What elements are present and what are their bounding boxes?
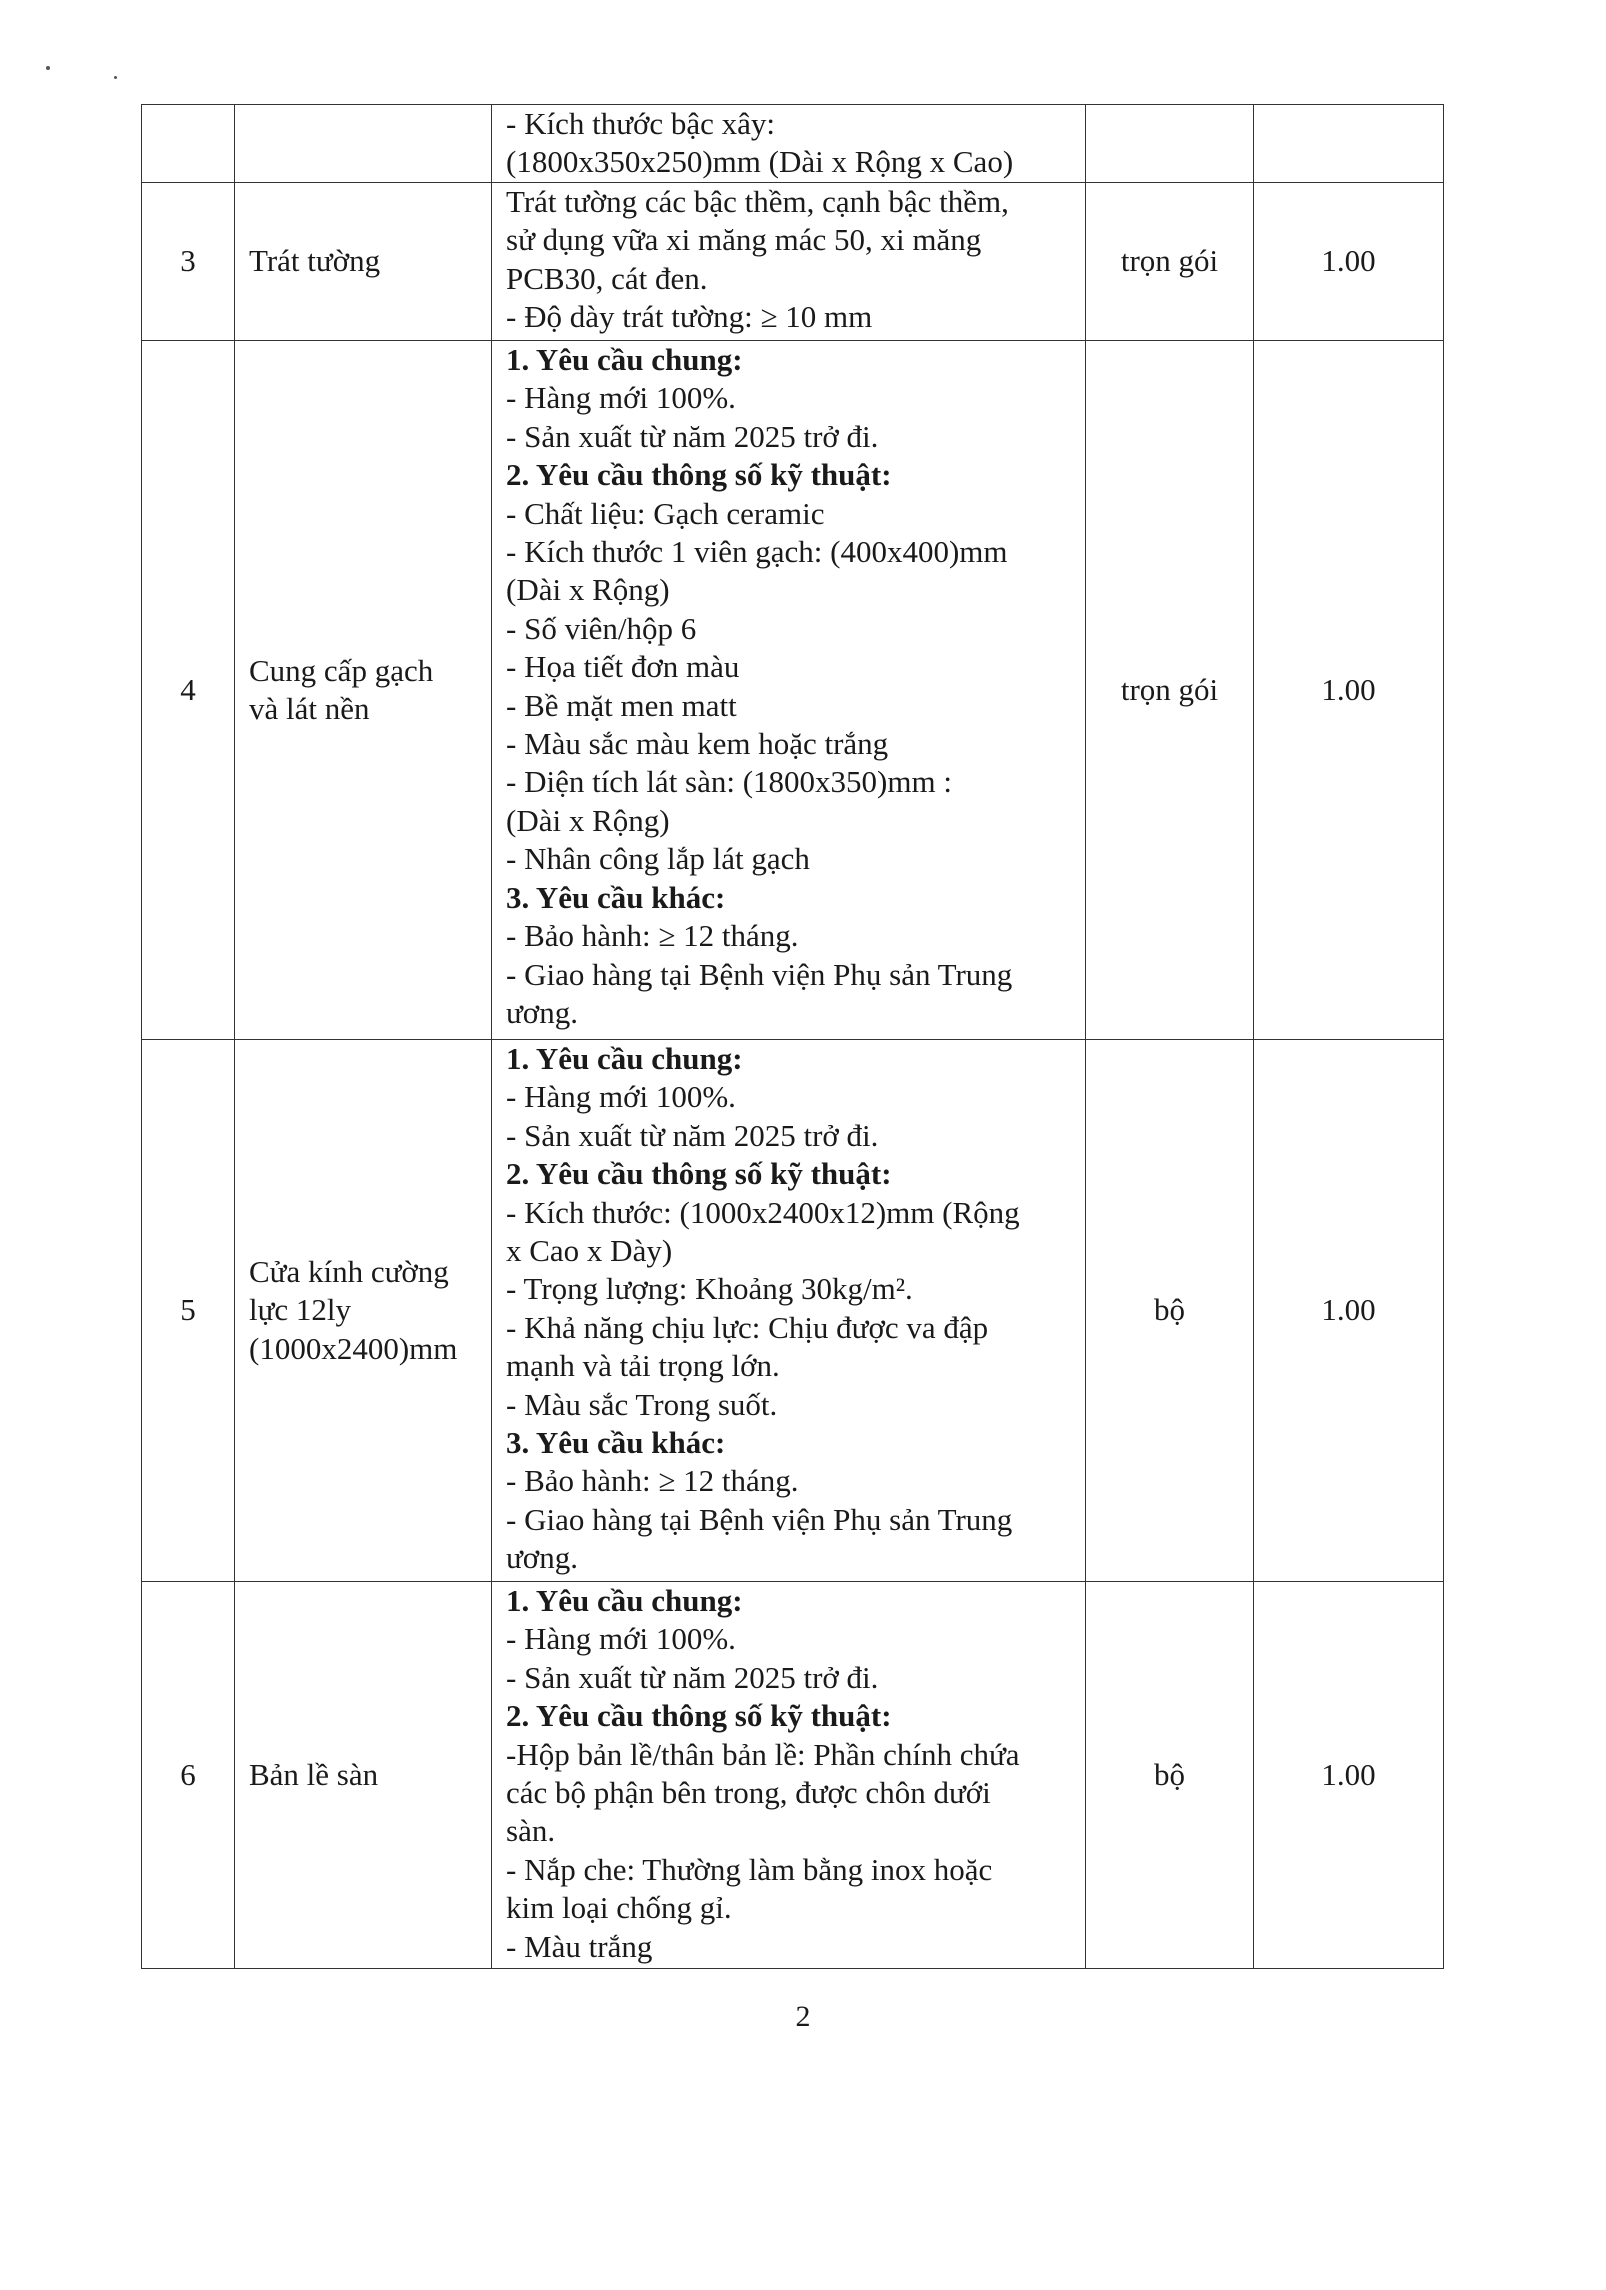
description-heading: 3. Yêu cầu khác: [506,1425,726,1461]
table-row [142,105,1444,183]
description-line: - Sản xuất từ năm 2025 trở đi. [506,418,879,454]
item-description-cell [492,105,1086,183]
item-name-line: Trát tường [249,243,381,279]
description-line: - Màu trắng [506,1928,653,1964]
description-line: - Sản xuất từ năm 2025 trở đi. [506,1659,879,1695]
table-row [142,183,1444,341]
specification-table-body [142,105,1444,1969]
description-line: x Cao x Dày) [506,1233,673,1269]
description-line: kim loại chống gỉ. [506,1890,732,1926]
description-line: - Hàng mới 100%. [506,1621,736,1657]
description-line: - Giao hàng tại Bệnh viện Phụ sản Trung [506,1501,1013,1537]
description-line: mạnh và tải trọng lớn. [506,1348,780,1384]
specification-table [141,104,1444,1969]
description-line: sử dụng vữa xi măng mác 50, xi măng [506,222,982,258]
description-line: - Màu sắc màu kem hoặc trắng [506,726,889,762]
description-line: - Bảo hành: ≥ 12 tháng. [506,918,799,954]
description-line: - Hàng mới 100%. [506,1079,736,1115]
item-name-cell [235,105,492,183]
description-line: - Diện tích lát sàn: (1800x350)mm : [506,764,952,800]
item-description-cell [492,183,1086,341]
description-line: PCB30, cát đen. [506,260,708,296]
description-line: - Họa tiết đơn màu [506,649,740,685]
quantity-cell: 1.00 [1254,1040,1444,1582]
description-line: (1800x350x250)mm (Dài x Rộng x Cao) [506,144,1014,180]
description-line: - Sản xuất từ năm 2025 trở đi. [506,1117,879,1153]
description-line: - Giao hàng tại Bệnh viện Phụ sản Trung [506,956,1013,992]
description-line: ương. [506,994,578,1030]
description-line: - Chất liệu: Gạch ceramic [506,495,825,531]
description-line: Trát tường các bậc thềm, cạnh bậc thềm, [506,184,1009,219]
item-name-cell [235,341,492,1040]
unit-cell: trọn gói [1086,341,1254,1040]
description-line: - Nhân công lắp lát gạch [506,841,810,877]
page-number: 2 [795,2000,811,2033]
item-name-cell [235,1582,492,1969]
description-heading: 2. Yêu cầu thông số kỹ thuật: [506,1156,892,1192]
description-heading: 1. Yêu cầu chung: [506,1583,743,1618]
item-name-cell [235,1040,492,1582]
description-heading: 3. Yêu cầu khác: [506,879,726,915]
item-number-cell: 5 [142,1040,235,1582]
item-name-line: và lát nền [249,691,370,726]
description-line: - Nắp che: Thường làm bằng inox hoặc [506,1851,993,1887]
description-heading: 1. Yêu cầu chung: [506,342,743,377]
item-number-cell: 3 [142,183,235,341]
quantity-cell: 1.00 [1254,1582,1444,1969]
item-name-cell [235,183,492,341]
description-line: (Dài x Rộng) [506,572,670,608]
description-line: - Kích thước 1 viên gạch: (400x400)mm [506,534,1008,570]
description-line: - Số viên/hộp 6 [506,610,697,646]
description-line: - Kích thước bậc xây: [506,106,776,141]
item-description-cell [492,1582,1086,1969]
description-line: ương. [506,1540,578,1576]
quantity-cell: 1.00 [1254,183,1444,341]
item-name-line: lực 12ly [249,1292,352,1328]
unit-cell: bộ [1086,1582,1254,1969]
description-heading: 2. Yêu cầu thông số kỹ thuật: [506,1698,892,1734]
item-name-line: Cung cấp gạch [249,652,434,688]
unit-cell [1086,105,1254,183]
item-name-line: (1000x2400)mm [249,1330,458,1366]
description-heading: 1. Yêu cầu chung: [506,1041,743,1076]
description-line: các bộ phận bên trong, được chôn dưới [506,1775,991,1811]
description-line: - Kích thước: (1000x2400x12)mm (Rộng [506,1194,1020,1230]
item-description-cell [492,341,1086,1040]
item-number-cell: 4 [142,341,235,1040]
description-line: - Bề mặt men matt [506,687,737,723]
unit-cell: trọn gói [1086,183,1254,341]
item-name-line: Bản lề sàn [249,1756,379,1792]
description-line: -Hộp bản lề/thân bản lề: Phần chính chứa [506,1736,1020,1772]
description-heading: 2. Yêu cầu thông số kỹ thuật: [506,457,892,493]
description-line: - Màu sắc Trong suốt. [506,1386,778,1422]
item-number-cell: 6 [142,1582,235,1969]
item-description-cell [492,1040,1086,1582]
scan-speck [46,66,50,70]
scan-speck [114,76,117,79]
description-line: sàn. [506,1813,556,1849]
description-line: - Độ dày trát tường: ≥ 10 mm [506,299,873,335]
description-line: (Dài x Rộng) [506,802,670,838]
quantity-cell: 1.00 [1254,341,1444,1040]
quantity-cell [1254,105,1444,183]
item-name-line: Cửa kính cường [249,1253,449,1289]
description-line: - Hàng mới 100%. [506,380,736,416]
description-line: - Trọng lượng: Khoảng 30kg/m². [506,1271,913,1307]
table-row [142,1040,1444,1582]
table-row [142,1582,1444,1969]
description-line: - Bảo hành: ≥ 12 tháng. [506,1463,799,1499]
item-number-cell [142,105,235,183]
table-row [142,341,1444,1040]
unit-cell: bộ [1086,1040,1254,1582]
description-line: - Khả năng chịu lực: Chịu được va đập [506,1309,989,1345]
